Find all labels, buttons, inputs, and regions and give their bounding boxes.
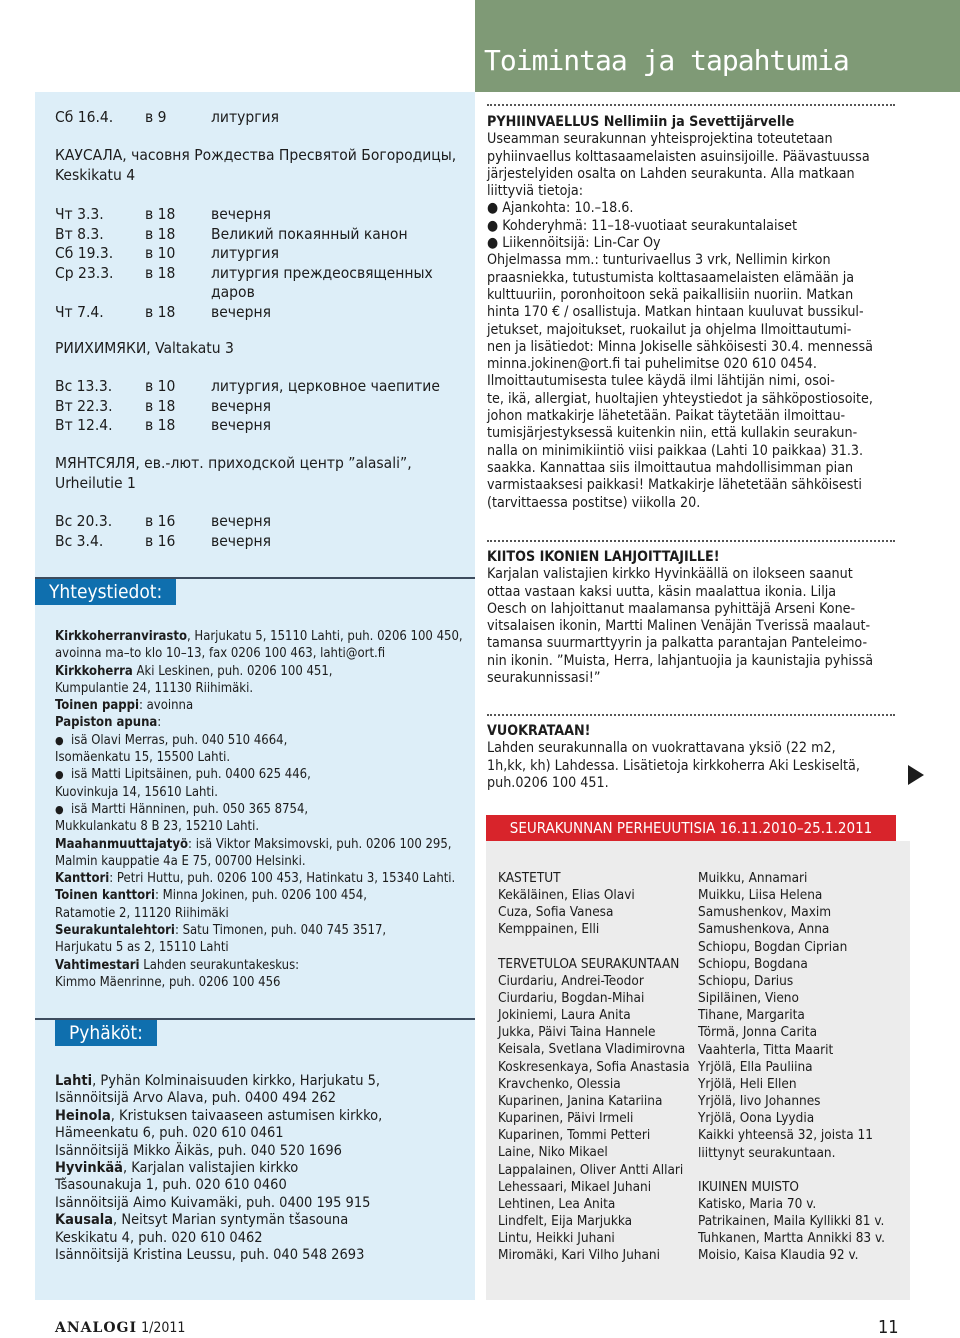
- article-line: vitsalaisen ikonin, Martti Malinen Venäjän Tverissä maalaut-: [487, 618, 871, 635]
- contact-text: , Harjukatu 5, 15110 Lahti, puh. 0206 100 450,: [186, 629, 463, 644]
- chronicle-entry: Ciurdariu, Andrei-Teodor: [498, 972, 644, 989]
- chronicle-entry: Yrjölä, Iivo Johannes: [698, 1093, 821, 1110]
- contact-text: : Minna Jokinen, puh. 0206 100 454,: [154, 888, 367, 904]
- schedule-place: Keskikatu 4: [55, 166, 136, 184]
- article-line: puh.0206 100 451.: [487, 774, 609, 791]
- temple-line: [55, 1195, 382, 1212]
- schedule-place: КАУСАЛА, часовня Рождества Пресвятой Богородицы,: [55, 146, 457, 164]
- chronicle-entry: Muikku, Annamari: [698, 870, 808, 886]
- temple-text: , Pyhän Kolminaisuuden kirkko, Harjukatu 5,: [92, 1073, 381, 1089]
- chronicle-entry: Vaahterla, Titta Maarit: [698, 1041, 834, 1058]
- chronicle-entry: Törmä, Jonna Carita: [698, 1024, 818, 1041]
- schedule-service: Великий покаянный канон: [211, 224, 408, 243]
- temple-city: Lahti: [55, 1073, 93, 1089]
- section-title: Toimintaa ja tapahtumia: [484, 44, 849, 77]
- contact-text: avoinna ma–to klo 10–13, fax 0206 100 463, lahti@ort.fi: [55, 646, 386, 662]
- contacts-list: [55, 628, 465, 991]
- chronicle-entry: Schiopu, Darius: [698, 972, 794, 989]
- chronicle-entry: Samushenkov, Maxim: [698, 904, 832, 921]
- contact-line: [55, 784, 465, 801]
- article-line: ● Ajankohta: 10.–18.6.: [487, 200, 634, 217]
- article-line: tamansa suurmarttyyrin ja palkatta parantajan Panteleimo-: [487, 635, 868, 652]
- contact-role: Kanttori: [55, 871, 110, 887]
- schedule-date: Вт 8.3.: [55, 224, 104, 243]
- schedule-service: вечерня: [211, 396, 271, 415]
- schedule-place: РИИХИМЯКИ, Valtakatu 3: [55, 339, 234, 357]
- article-line: praasniekka, tutustumista kolttasaamelaisten elämään ja: [487, 269, 855, 286]
- contact-line: [55, 957, 465, 974]
- contact-line: [55, 870, 465, 887]
- chronicle-entry: Lindfelt, Eija Marjukka: [498, 1212, 633, 1229]
- contact-text: Isomäenkatu 15, 15500 Lahti.: [55, 750, 231, 766]
- contact-role: Seurakuntalehtori: [55, 923, 175, 939]
- temples-tab: Pyhäköt:: [55, 1020, 157, 1046]
- schedule-service: вечерня: [211, 302, 271, 321]
- contact-role: Papiston apuna: [55, 715, 158, 731]
- temples-list: [55, 1073, 382, 1264]
- article-line: Ohjelmassa mm.: tunturivaellus 3 vrk, Nellimin kirkon: [487, 252, 831, 269]
- article-line: liittyviä tietoja:: [487, 183, 584, 200]
- schedule-time: в 18: [145, 416, 176, 434]
- schedule-date: Вт 12.4.: [55, 416, 113, 434]
- contact-line: [55, 732, 465, 749]
- article-heading: PYHIINVAELLUS Nellimiin ja Sevettijärvelle: [487, 114, 795, 130]
- contact-text: Kimmo Mäenrinne, puh. 0206 100 456: [55, 974, 281, 990]
- chronicle-title: SEURAKUNNAN PERHEUUTISIA 16.11.2010–25.1.2011: [486, 815, 896, 841]
- article-line: ottaa vastaan kaksi uutta, käsin maalattua ikonia. Lilja: [487, 583, 837, 600]
- temple-line: [55, 1143, 382, 1160]
- temple-text: Isännöitsijä Arvo Alava, puh. 0400 494 262: [55, 1090, 337, 1107]
- contact-text: :: [157, 715, 162, 731]
- temple-city: Hyvinkää: [55, 1160, 123, 1177]
- contact-line: [55, 628, 465, 645]
- contact-text: : isä Viktor Maksimovski, puh. 0206 100 295,: [188, 836, 452, 852]
- schedule-date: Вс 3.4.: [55, 531, 104, 550]
- schedule-time: в 10: [145, 377, 176, 395]
- contact-role: Vahtimestari: [55, 957, 140, 973]
- article-line: ● Liikennöitsijä: Lin-Car Oy: [487, 235, 661, 252]
- chronicle-entry: Lappalainen, Oliver Antti Allari: [498, 1161, 684, 1178]
- temple-text: Isännöitsijä Aimo Kuivamäki, puh. 0400 195 915: [55, 1194, 371, 1211]
- temple-line: [55, 1247, 382, 1264]
- contact-line: [55, 922, 465, 939]
- schedule-service: вечерня: [211, 512, 271, 530]
- article-line: tumisjärjestyksessä kuitenkin niin, että kullakin seurakun-: [487, 425, 858, 442]
- contact-text: : avoinna: [138, 698, 194, 714]
- article-line: nin ikonin. ”Muista, Herra, lahjantuojia ja kaunistajia pyhissä: [487, 652, 874, 669]
- contact-role: Toinen pappi: [55, 698, 139, 714]
- article-line: kulttuuriin, poronhoitoon sekä paikallisiin nuoriin. Matkan: [487, 286, 854, 303]
- article-line: Lahden seurakunnalla on vuokrattavana yksiö (22 m2,: [487, 740, 836, 757]
- chronicle-entry: Kaikki yhteensä 32, joista 11: [698, 1127, 873, 1144]
- temple-line: [55, 1090, 382, 1107]
- article-heading: VUOKRATAAN!: [487, 723, 591, 739]
- contact-line: [55, 887, 465, 904]
- contact-role: Kirkkoherranvirasto: [55, 629, 187, 644]
- article-line: järjestelyiden osalta on Lahden seurakunta. Alla matkaan: [487, 165, 855, 182]
- chronicle-entry: TERVETULOA SEURAKUNTAAN: [498, 955, 680, 972]
- article-line: te, ikä, allergiat, huoltajien yhteystiedot ja sähköpostiosoite,: [487, 390, 873, 407]
- chronicle-entry: Laine, Niko Mikael: [498, 1144, 608, 1161]
- schedule-time: в 18: [145, 302, 176, 321]
- article-line: johon matkakirje lähetetään. Paikat täytetään ilmoittau-: [487, 408, 846, 425]
- chronicle-entry: Katisko, Maria 70 v.: [698, 1195, 817, 1212]
- contact-line: [55, 680, 465, 697]
- temple-city: Kausala: [55, 1212, 114, 1229]
- schedule-time: в 18: [145, 263, 176, 282]
- contact-line: [55, 939, 465, 956]
- contact-line: [55, 697, 465, 714]
- contact-text: Mukkulankatu 8 B 23, 15210 Lahti.: [55, 819, 260, 835]
- magazine-name: ANALOGI: [55, 1320, 138, 1336]
- schedule-service: вечерня: [211, 205, 271, 223]
- contact-role: Maahanmuuttajatyö: [55, 836, 189, 852]
- chronicle-entry: Patrikainen, Maila Kyllikki 81 v.: [698, 1212, 885, 1229]
- contact-line: [55, 974, 465, 991]
- contact-text: isä Matti Lipitsäinen, puh. 0400 625 446,: [71, 767, 311, 783]
- schedule-date: Ср 23.3.: [55, 263, 114, 282]
- chronicle-entry: Jokiniemi, Laura Anita: [498, 1007, 631, 1024]
- chronicle-entry: liittynyt seurakuntaan.: [698, 1144, 836, 1161]
- temple-text: , Karjalan valistajien kirkko: [122, 1160, 299, 1177]
- contact-line: [55, 663, 465, 680]
- chronicle-column-1: [498, 870, 690, 1264]
- article-line: nen ja lisätiedot: Minna Jokiselle sähköisesti 30.4. mennessä: [487, 338, 873, 355]
- schedule-time: в 16: [145, 531, 176, 550]
- contact-role: Kirkkoherra: [55, 663, 133, 679]
- contact-line: [55, 714, 465, 731]
- contact-line: [55, 749, 465, 766]
- schedule-time: в 16: [145, 512, 176, 530]
- chronicle-entry: Ciurdariu, Bogdan-Mihai: [498, 989, 645, 1006]
- temple-text: Isännöitsijä Kristina Leussu, puh. 040 548 2693: [55, 1247, 365, 1264]
- dotted-separator: [487, 540, 895, 542]
- contact-line: [55, 836, 465, 853]
- article-line: saakka. Kannattaa siis ilmoittautua mahdollisimman pian: [487, 459, 854, 476]
- temple-text: , Neitsyt Marian syntymän tšasouna: [113, 1212, 349, 1229]
- schedule-time: в 10: [145, 244, 176, 262]
- article-line: 1h,kk, kh) Lahdessa. Lisätietoja kirkkoherra Aki Leskiseltä,: [487, 757, 860, 774]
- article-line: seurakunnissasi!”: [487, 670, 601, 687]
- schedule-date: Чт 7.4.: [55, 302, 104, 321]
- schedule-time: в 9: [145, 108, 167, 126]
- rent-article: [487, 723, 860, 792]
- page-number: 11: [878, 1317, 899, 1338]
- article-line: (tarvittaessa postitse) viikolla 20.: [487, 494, 701, 511]
- chronicle-entry: Lintu, Heikki Juhani: [498, 1230, 615, 1247]
- article-line: nalla on minimikiintiö viisi paikkaa (Lahti 10 paikkaa) 31.3.: [487, 442, 864, 459]
- contact-text: Malmin kauppatie 4a E 75, 00700 Helsinki.: [55, 853, 306, 869]
- article-line: jetukset, majoitukset, ruokailut ja ohjelma Ilmoittautumi-: [487, 321, 852, 338]
- article-line: ● Kohderyhmä: 11–18-vuotiaat seurakuntalaiset: [487, 217, 798, 234]
- temple-line: [55, 1230, 382, 1247]
- article-line: Oesch on lahjoittanut maalamansa pyhittäjä Arseni Kone-: [487, 600, 856, 617]
- schedule-date: Сб 16.4.: [55, 108, 114, 126]
- contact-line: [55, 853, 465, 870]
- issue-number: 1/2011: [141, 1320, 186, 1336]
- contact-text: Aki Leskinen, puh. 0206 100 451,: [132, 663, 333, 679]
- chronicle-entry: Keisala, Svetlana Vladimirovna: [498, 1041, 686, 1058]
- chronicle-entry: Tuhkanen, Martta Annikki 83 v.: [698, 1230, 885, 1247]
- article-line: Useamman seurakunnan yhteisprojektina toteutetaan: [487, 131, 833, 148]
- chronicle-entry: Koskresenkaya, Sofia Anastasia: [498, 1058, 690, 1075]
- dotted-separator: [487, 104, 895, 106]
- article-line: hinta 170 € / osallistuja. Matkan hintaan kuuluvat bussikul-: [487, 304, 864, 321]
- chronicle-entry: IKUINEN MUISTO: [698, 1178, 799, 1195]
- schedule-service: вечерня: [211, 416, 271, 434]
- article-heading: KIITOS IKONIEN LAHJOITTAJILLE!: [487, 549, 720, 565]
- chronicle-entry: Jukka, Päivi Taina Hannele: [498, 1024, 656, 1041]
- article-line: pyhiinvaellus kolttasaamelaisten asuinsijoille. Päävastuussa: [487, 148, 870, 165]
- chronicle-entry: Yrjölä, Heli Ellen: [698, 1075, 797, 1092]
- temple-line: [55, 1212, 382, 1229]
- temple-line: [55, 1160, 382, 1177]
- contact-line: [55, 801, 465, 818]
- contact-line: [55, 905, 465, 922]
- chronicle-entry: Kemppainen, Elli: [498, 921, 600, 938]
- article-line: minna.jokinen@ort.fi tai puhelimitse 020 610 0454.: [487, 356, 817, 373]
- chronicle-entry: Schiopu, Bogdana: [698, 955, 808, 972]
- chronicle-entry: Tihane, Margarita: [698, 1007, 805, 1024]
- schedule-service: даров: [211, 283, 255, 301]
- contact-text: Ratamotie 2, 11120 Riihimäki: [55, 905, 229, 921]
- schedule-place: Urheilutie 1: [55, 474, 136, 492]
- article-line: Karjalan valistajien kirkko Hyvinkäällä on ilokseen saanut: [487, 566, 853, 583]
- chronicle-entry: Lehessaari, Mikael Juhani: [498, 1178, 652, 1195]
- spacer: [698, 1162, 885, 1179]
- chronicle-entry: Muikku, Liisa Helena: [698, 887, 823, 904]
- chronicle-entry: Lehtinen, Lea Anita: [498, 1195, 616, 1212]
- contact-role: Toinen kanttori: [55, 888, 155, 904]
- schedule-date: Вт 22.3.: [55, 396, 113, 415]
- chronicle-column-2: [698, 870, 885, 1264]
- contacts-tab: Yhteystiedot:: [35, 579, 176, 605]
- temple-line: [55, 1073, 382, 1090]
- spacer: [498, 939, 690, 956]
- schedule-service: литургия: [211, 244, 279, 262]
- schedule-place: МЯНТСЯЛЯ, ев.-лют. приходской центр ”alasali”,: [55, 454, 412, 472]
- schedule-date: Вс 20.3.: [55, 512, 113, 530]
- schedule-date: Вс 13.3.: [55, 377, 113, 395]
- contact-text: isä Martti Hänninen, puh. 050 365 8754,: [71, 801, 309, 817]
- schedule-service: литургия: [211, 108, 279, 126]
- article-line: varmistaaksesi paikkasi! Matkakirje lähetetään sähköisesti: [487, 477, 862, 494]
- temple-line: [55, 1125, 382, 1142]
- chronicle-entry: KASTETUT: [498, 870, 561, 886]
- chronicle-entry: Yrjölä, Oona Lyydia: [698, 1110, 815, 1127]
- contact-line: [55, 818, 465, 835]
- chronicle-entry: Sipiläinen, Vieno: [698, 990, 799, 1007]
- chronicle-entry: Schiopu, Bogdan Ciprian: [698, 938, 848, 955]
- chronicle-entry: Miromäki, Kari Vilho Juhani: [498, 1247, 660, 1264]
- article-line: Ilmoittautumisesta tulee käydä ilmi lähtijän nimi, osoi-: [487, 373, 835, 390]
- temple-text: Isännöitsijä Mikko Äikäs, puh. 040 520 1696: [55, 1142, 342, 1159]
- chronicle-entry: Kravchenko, Olessia: [498, 1075, 621, 1092]
- temple-city: Heinola: [55, 1107, 111, 1124]
- temple-line: [55, 1177, 382, 1194]
- next-page-arrow-icon: [908, 765, 924, 785]
- temple-line: [55, 1108, 382, 1125]
- chronicle-entry: Kekäläinen, Elias Olavi: [498, 887, 635, 904]
- contact-text: Lahden seurakuntakeskus:: [139, 957, 300, 973]
- footer-magazine: [55, 1320, 185, 1336]
- schedule-time: в 18: [145, 205, 176, 223]
- dotted-separator: [487, 714, 895, 716]
- chronicle-entry: Yrjölä, Ella Pauliina: [698, 1058, 813, 1075]
- chronicle-entry: Moisio, Kaisa Klaudia 92 v.: [698, 1247, 859, 1264]
- contact-line: [55, 766, 465, 783]
- contact-text: Harjukatu 5 as 2, 15110 Lahti: [55, 940, 229, 956]
- temple-text: , Kristuksen taivaaseen astumisen kirkko,: [110, 1107, 383, 1124]
- schedule-service: литургия, церковное чаепитие: [211, 377, 440, 395]
- chronicle-entry: Samushenkova, Anna: [698, 921, 830, 938]
- temple-text: Keskikatu 4, puh. 020 610 0462: [55, 1229, 263, 1246]
- schedule-time: в 18: [145, 224, 176, 243]
- contact-text: isä Olavi Merras, puh. 040 510 4664,: [71, 732, 288, 748]
- chronicle-entry: Cuza, Sofia Vanesa: [498, 904, 614, 921]
- chronicle-entry: Kuparinen, Tommi Petteri: [498, 1127, 651, 1144]
- contact-text: : Petri Huttu, puh. 0206 100 453, Hatinkatu 3, 15340 Lahti.: [109, 871, 456, 887]
- schedule-date: Сб 19.3.: [55, 244, 114, 262]
- contact-text: Kuovinkuja 14, 15610 Lahti.: [55, 784, 218, 800]
- icon-thanks-article: [487, 549, 873, 687]
- chronicle-entry: Kuparinen, Janina Katariina: [498, 1092, 663, 1109]
- schedule-service: литургия преждеосвященных: [211, 263, 433, 282]
- schedule-service: вечерня: [211, 531, 271, 550]
- temple-text: Hämeenkatu 6, puh. 020 610 0461: [55, 1125, 284, 1142]
- schedule-time: в 18: [145, 396, 176, 415]
- pilgrimage-article: [487, 114, 873, 512]
- temple-text: Tšasounakuja 1, puh. 020 610 0460: [55, 1177, 287, 1194]
- contact-text: Kumpulantie 24, 11130 Riihimäki.: [55, 680, 254, 696]
- chronicle-entry: Kuparinen, Päivi Irmeli: [498, 1110, 634, 1127]
- contact-text: : Satu Timonen, puh. 040 745 3517,: [174, 923, 387, 939]
- schedule-date: Чт 3.3.: [55, 205, 104, 223]
- contact-line: [55, 645, 465, 662]
